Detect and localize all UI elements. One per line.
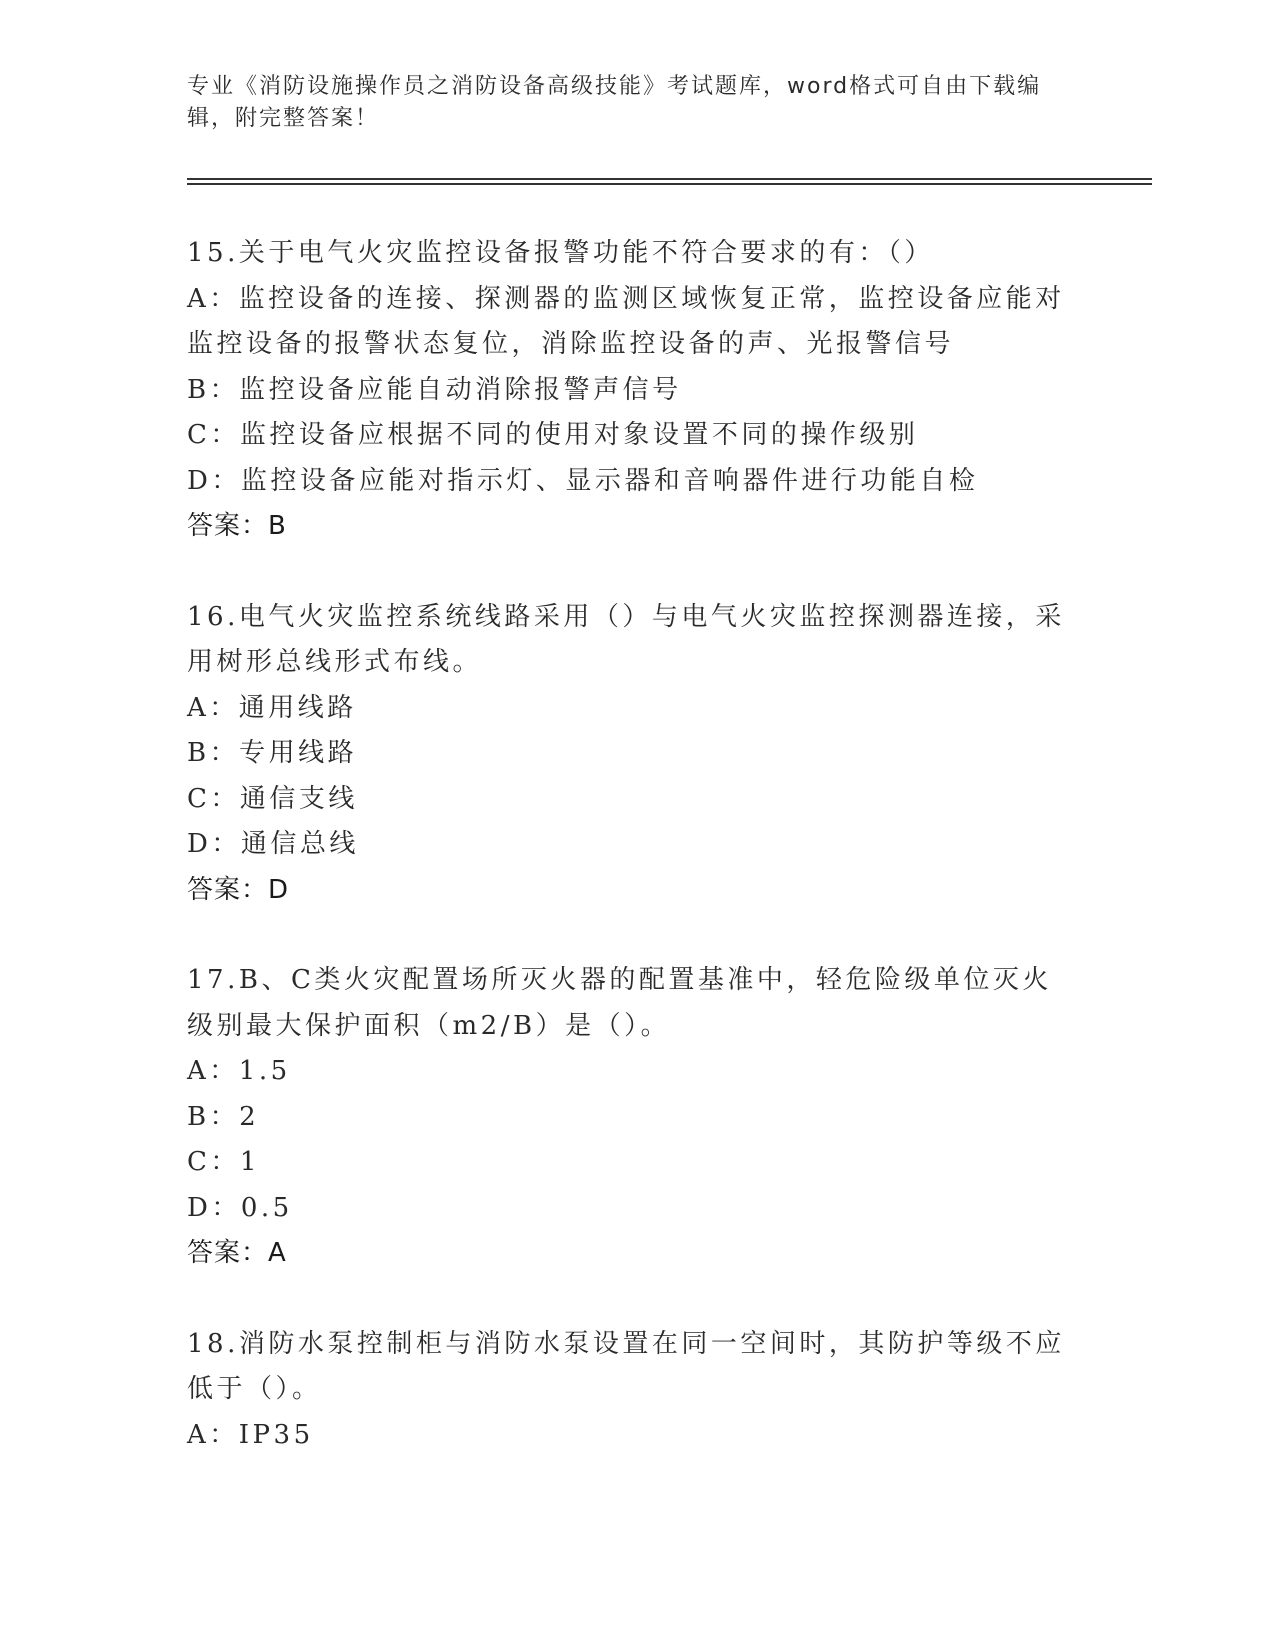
question-16 (187, 595, 1087, 914)
option-a: A：IP35 (187, 1419, 314, 1450)
answer-label: 答案：A (187, 1238, 287, 1268)
option-b: B：专用线路 (187, 738, 358, 768)
option-c: C：1 (187, 1147, 260, 1177)
question-stem: 15.关于电气火灾监控设备报警功能不符合要求的有：（） (187, 238, 934, 268)
answer-label: 答案：B (187, 511, 287, 541)
option-a: A：1.5 (187, 1056, 291, 1086)
option-b: B：2 (187, 1101, 260, 1132)
question-stem: 16.电气火灾监控系统线路采用（）与电气火灾监控探测器连接，采用树形总线形式布线。 (187, 601, 1065, 677)
question-list (187, 231, 1087, 1503)
option-c: C：监控设备应根据不同的使用对象设置不同的操作级别 (187, 420, 919, 450)
option-d: D：监控设备应能对指示灯、显示器和音响器件进行功能自检 (187, 465, 979, 496)
header-divider-top (187, 178, 1152, 180)
question-stem: 17.B、C类火灾配置场所灭火器的配置基准中，轻危险级单位灭火级别最大保护面积（m2/B）是（）。 (187, 965, 1052, 1041)
option-a: A：监控设备的连接、探测器的监测区域恢复正常，监控设备应能对监控设备的报警状态复位，消除监控设备的声、光报警信号 (187, 283, 1065, 359)
question-15 (187, 231, 1087, 550)
header-divider-bottom (187, 183, 1152, 185)
question-18 (187, 1322, 1087, 1459)
question-17 (187, 958, 1087, 1277)
option-d: D：0.5 (187, 1192, 293, 1223)
option-c: C：通信支线 (187, 783, 358, 814)
option-b: B：监控设备应能自动消除报警声信号 (187, 374, 682, 405)
question-stem: 18.消防水泵控制柜与消防水泵设置在同一空间时，其防护等级不应低于（）。 (187, 1328, 1065, 1404)
answer-label: 答案：D (187, 874, 290, 905)
document-header: 专业《消防设施操作员之消防设备高级技能》考试题库，word格式可自由下载编辑，附完整答案！ (187, 74, 1042, 131)
option-d: D：通信总线 (187, 829, 359, 859)
option-a: A：通用线路 (187, 692, 357, 723)
